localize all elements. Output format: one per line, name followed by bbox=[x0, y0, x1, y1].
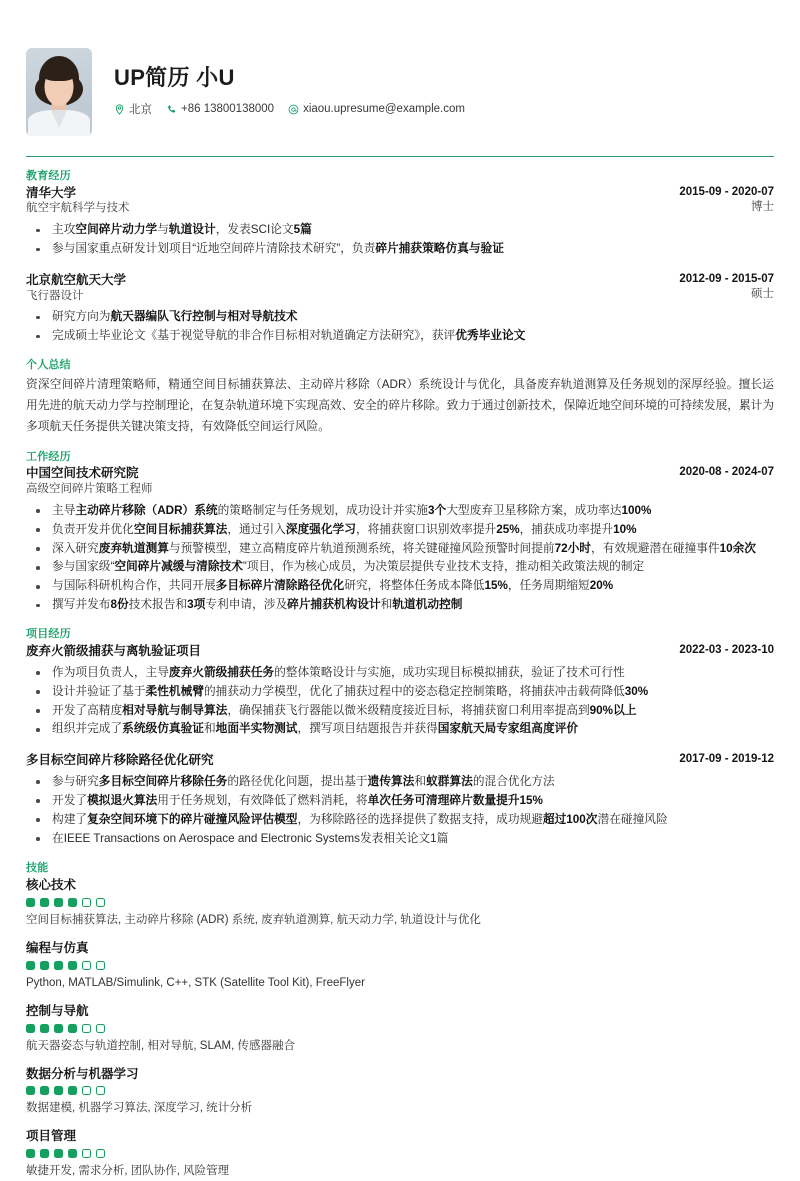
bullet-list bbox=[26, 773, 774, 849]
education-entries bbox=[26, 185, 774, 347]
bullet-item: 作为项目负责人，主导废弃火箭级捕获任务的整体策略设计与实施，成功实现目标模拟捕获，验证了技术可行性 bbox=[26, 664, 774, 683]
section-title-work: 工作经历 bbox=[26, 450, 71, 463]
skill-level-dot bbox=[96, 961, 105, 970]
section-projects bbox=[26, 628, 774, 848]
entry-left bbox=[26, 752, 214, 769]
skill-level-dot bbox=[26, 898, 35, 907]
bullet-item: 深入研究废弃轨道测算与预警模型，建立高精度碎片轨道预测系统，将关键碰撞风险预警时间提前72小时，有效规避潜在碰撞事件10余次 bbox=[26, 540, 774, 559]
bullet-item: 撰写并发布8份技术报告和3项专利申请，涉及碎片捕获机构设计和轨道机动控制 bbox=[26, 596, 774, 615]
skill-level-meter bbox=[26, 1024, 774, 1033]
company-name: 中国空间技术研究院 bbox=[26, 466, 139, 481]
skill-items: 数据建模, 机器学习算法, 深度学习, 统计分析 bbox=[26, 1102, 253, 1115]
skill-level-dot bbox=[54, 898, 63, 907]
skill-level-dot bbox=[68, 1149, 77, 1158]
major-name: 航空宇航科学与技术 bbox=[26, 202, 130, 215]
skill-level-dot bbox=[68, 961, 77, 970]
school-name: 清华大学 bbox=[26, 185, 77, 200]
skill-level-dot bbox=[40, 1086, 49, 1095]
email-at-icon bbox=[288, 104, 299, 115]
entry-right bbox=[679, 185, 774, 216]
bullet-list bbox=[26, 308, 774, 346]
project-entries bbox=[26, 643, 774, 849]
skill-level-dot bbox=[54, 1086, 63, 1095]
skill-level-dot bbox=[68, 1024, 77, 1033]
date-range: 2017-09 - 2019-12 bbox=[679, 753, 774, 766]
section-title-education: 教育经历 bbox=[26, 170, 71, 182]
skill-level-dot bbox=[96, 898, 105, 907]
skill-level-meter bbox=[26, 898, 774, 907]
bullet-item: 在IEEE Transactions on Aerospace and Electronic Systems发表相关论文1篇 bbox=[26, 830, 774, 849]
entry-right bbox=[679, 272, 774, 303]
section-education bbox=[26, 170, 774, 346]
header-text bbox=[114, 65, 474, 119]
resume-header bbox=[26, 0, 774, 146]
skill-group-name: 核心技术 bbox=[26, 878, 77, 893]
skill-level-dot bbox=[26, 1149, 35, 1158]
bullet-item: 负责开发并优化空间目标捕获算法，通过引入深度强化学习，将捕获窗口识别效率提升25%，捕获成功率提升10% bbox=[26, 521, 774, 540]
bullet-list bbox=[26, 502, 774, 616]
skill-level-dot bbox=[26, 1024, 35, 1033]
contact-phone bbox=[166, 103, 274, 115]
degree-label: 硕士 bbox=[751, 288, 774, 301]
skill-group bbox=[26, 1003, 774, 1056]
skill-level-dot bbox=[82, 961, 91, 970]
skill-level-dot bbox=[54, 1149, 63, 1158]
skill-groups bbox=[26, 877, 774, 1180]
avatar-fringe bbox=[42, 65, 76, 81]
entry-header bbox=[26, 465, 774, 497]
school-name: 北京航空航天大学 bbox=[26, 273, 127, 288]
skill-items: Python, MATLAB/Simulink, C++, STK (Satellite Tool Kit), FreeFlyer bbox=[26, 977, 365, 990]
education-entry bbox=[26, 272, 774, 346]
bullet-item: 组织并完成了系统级仿真验证和地面半实物测试，撰写项目结题报告并获得国家航天局专家组高度评价 bbox=[26, 720, 774, 739]
job-title: 高级空间碎片策略工程师 bbox=[26, 482, 153, 495]
contact-phone-text: +86 13800138000 bbox=[181, 103, 275, 116]
entry-header bbox=[26, 185, 774, 217]
contact-location bbox=[114, 101, 152, 117]
skill-level-dot bbox=[96, 1149, 105, 1158]
entry-header bbox=[26, 272, 774, 304]
contact-list bbox=[114, 101, 474, 117]
section-title-projects: 项目经历 bbox=[26, 628, 71, 641]
skill-level-meter bbox=[26, 1086, 774, 1095]
bullet-item: 与国际科研机构合作，共同开展多目标碎片清除路径优化研究，将整体任务成本降低15%，任务周期缩短20% bbox=[26, 577, 774, 596]
skill-items: 航天器姿态与轨道控制, 相对导航, SLAM, 传感器融合 bbox=[26, 1039, 295, 1052]
bullet-item: 参与国家重点研发计划项目“近地空间碎片清除技术研究”，负责碎片捕获策略仿真与验证 bbox=[26, 240, 774, 259]
entry-header bbox=[26, 752, 774, 769]
section-summary bbox=[26, 359, 774, 437]
bullet-item: 主攻空间碎片动力学与轨道设计，发表SCI论文5篇 bbox=[26, 221, 774, 240]
project-entry bbox=[26, 643, 774, 739]
bullet-item: 开发了高精度相对导航与制导算法，确保捕获飞行器能以微米级精度接近目标，将捕获窗口利用率提高到90%以上 bbox=[26, 702, 774, 721]
project-entry bbox=[26, 752, 774, 848]
work-entry bbox=[26, 465, 774, 615]
contact-email-text: xiaou.upresume@example.com bbox=[303, 103, 465, 116]
entry-left bbox=[26, 465, 153, 497]
skill-level-dot bbox=[40, 898, 49, 907]
avatar-body bbox=[28, 110, 90, 136]
date-range: 2020-08 - 2024-07 bbox=[679, 466, 774, 479]
bullet-item: 完成硕士毕业论文《基于视觉导航的非合作目标相对轨道确定方法研究》，获评优秀毕业论文 bbox=[26, 327, 774, 346]
page-title: UP简历 小U bbox=[114, 64, 235, 90]
skill-level-dot bbox=[26, 1086, 35, 1095]
entry-left bbox=[26, 272, 126, 304]
skill-group bbox=[26, 1128, 774, 1181]
skill-level-dot bbox=[40, 1149, 49, 1158]
bullet-item: 构建了复杂空间环境下的碎片碰撞风险评估模型，为移除路径的选择提供了数据支持，成功规避超过100次潜在碰撞风险 bbox=[26, 811, 774, 830]
skill-level-meter bbox=[26, 961, 774, 970]
skill-level-dot bbox=[82, 898, 91, 907]
section-title-skills: 技能 bbox=[26, 861, 49, 874]
skill-level-dot bbox=[82, 1024, 91, 1033]
skill-level-dot bbox=[54, 961, 63, 970]
entry-header bbox=[26, 643, 774, 660]
bullet-item: 主导主动碎片移除（ADR）系统的策略制定与任务规划，成功设计并实施3个大型废弃卫星移除方案，成功率达100% bbox=[26, 502, 774, 521]
skill-level-dot bbox=[96, 1024, 105, 1033]
skill-level-dot bbox=[82, 1086, 91, 1095]
section-work bbox=[26, 451, 774, 616]
entry-right bbox=[679, 752, 774, 767]
bullet-item: 参与研究多目标空间碎片移除任务的路径优化问题，提出基于遗传算法和蚁群算法的混合优化方法 bbox=[26, 773, 774, 792]
skill-level-dot bbox=[82, 1149, 91, 1158]
bullet-item: 设计并验证了基于柔性机械臂的捕获动力学模型，优化了捕获过程中的姿态稳定控制策略，将捕获冲击载荷降低30% bbox=[26, 683, 774, 702]
bullet-item: 研究方向为航天器编队飞行控制与相对导航技术 bbox=[26, 308, 774, 327]
summary-text: 资深空间碎片清理策略师，精通空间目标捕获算法、主动碎片移除（ADR）系统设计与优化，具备废弃轨道测算及任务规划的深厚经验。擅长运用先进的航天动力学与控制理论，在复杂轨道环境下实现高效、安全的碎片移除。致力于通过创新技术，保障近地空间环境的可持续发展，累计为多项航天任务提供关键决策支持，有效降低空间运行风险。 bbox=[26, 378, 775, 433]
skill-level-dot bbox=[96, 1086, 105, 1095]
skill-group-name: 数据分析与机器学习 bbox=[26, 1066, 139, 1081]
date-range: 2015-09 - 2020-07 bbox=[679, 185, 774, 198]
skill-items: 空间目标捕获算法, 主动碎片移除 (ADR) 系统, 废弃轨道测算, 航天动力学, 轨道设计与优化 bbox=[26, 914, 481, 927]
phone-icon bbox=[166, 104, 177, 115]
project-name: 废弃火箭级捕获与离轨验证项目 bbox=[26, 644, 202, 659]
skill-level-dot bbox=[68, 898, 77, 907]
skill-group bbox=[26, 1066, 774, 1119]
skill-level-dot bbox=[54, 1024, 63, 1033]
work-entries bbox=[26, 465, 774, 615]
degree-label: 博士 bbox=[751, 201, 774, 214]
date-range: 2012-09 - 2015-07 bbox=[679, 273, 774, 286]
bullet-item: 开发了模拟退火算法用于任务规划，有效降低了燃料消耗，将单次任务可清理碎片数量提升15% bbox=[26, 792, 774, 811]
skill-group bbox=[26, 940, 774, 993]
entry-left bbox=[26, 643, 201, 660]
location-pin-icon bbox=[114, 104, 125, 115]
skill-level-dot bbox=[40, 961, 49, 970]
skill-group-name: 项目管理 bbox=[26, 1129, 77, 1144]
major-name: 飞行器设计 bbox=[26, 289, 84, 302]
skill-group-name: 编程与仿真 bbox=[26, 941, 89, 956]
contact-email bbox=[288, 103, 465, 115]
education-entry bbox=[26, 185, 774, 259]
date-range: 2022-03 - 2023-10 bbox=[679, 644, 774, 657]
entry-right bbox=[679, 465, 774, 480]
skill-group-name: 控制与导航 bbox=[26, 1003, 89, 1018]
header-divider bbox=[26, 156, 774, 157]
avatar bbox=[26, 48, 92, 136]
skill-level-meter bbox=[26, 1149, 774, 1158]
skill-level-dot bbox=[26, 961, 35, 970]
section-skills bbox=[26, 862, 774, 1181]
skill-items: 敏捷开发, 需求分析, 团队协作, 风险管理 bbox=[26, 1165, 230, 1178]
bullet-item: 参与国家级“空间碎片减缓与清除技术”项目，作为核心成员，为决策层提供专业技术支持，推动相关政策法规的制定 bbox=[26, 558, 774, 577]
skill-group bbox=[26, 877, 774, 930]
project-name: 多目标空间碎片移除路径优化研究 bbox=[26, 753, 214, 768]
skill-level-dot bbox=[68, 1086, 77, 1095]
entry-right bbox=[679, 643, 774, 658]
section-title-summary: 个人总结 bbox=[26, 359, 71, 372]
bullet-list bbox=[26, 664, 774, 740]
entry-left bbox=[26, 185, 130, 217]
contact-location-text: 北京 bbox=[129, 104, 152, 117]
skill-level-dot bbox=[40, 1024, 49, 1033]
bullet-list bbox=[26, 221, 774, 259]
